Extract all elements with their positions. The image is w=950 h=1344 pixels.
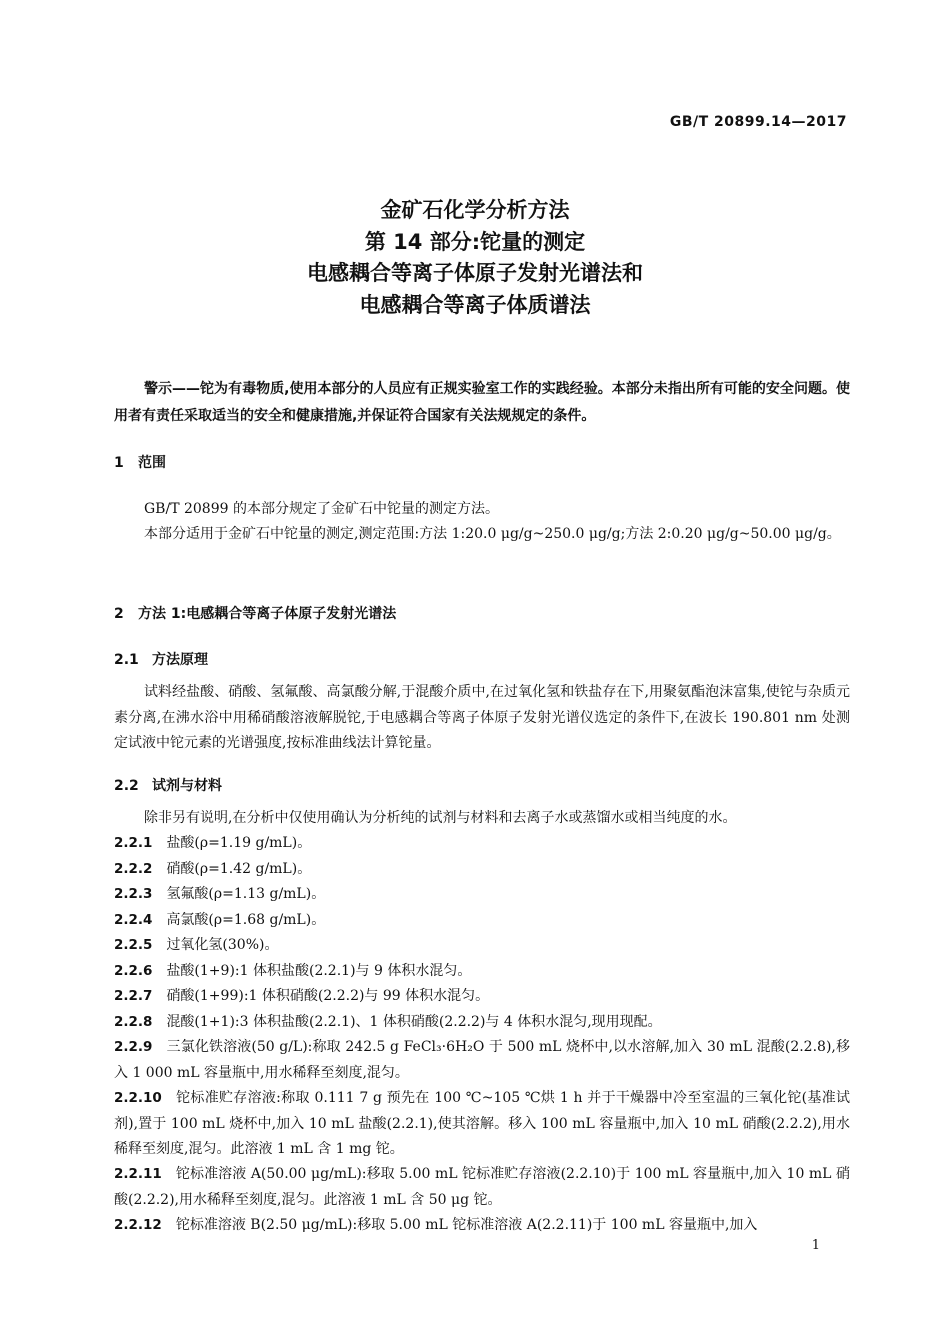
item-text: 盐酸(1+9):1 体积盐酸(2.2.1)与 9 体积水混匀。 bbox=[166, 963, 472, 979]
scope-paragraph-2: 本部分适用于金矿石中铊量的测定,测定范围:方法 1:20.0 μg/g~250.0 μg/g;方法 2:0.20 μg/g~50.00 μg/g。 bbox=[144, 526, 841, 542]
item-number: 2.2.9 bbox=[114, 1039, 153, 1055]
reagent-item bbox=[114, 984, 850, 1010]
reagent-item bbox=[114, 1213, 850, 1239]
reagent-item bbox=[114, 1162, 850, 1213]
section-2-2-heading bbox=[114, 775, 222, 795]
item-number: 2.2.11 bbox=[114, 1166, 162, 1182]
document-title bbox=[0, 195, 950, 321]
section-number: 2.2 bbox=[114, 778, 139, 794]
reagents-intro-paragraph: 除非另有说明,在分析中仅使用确认为分析纯的试剂与材料和去离子水或蒸馏水或相当纯度的水。 bbox=[144, 810, 737, 826]
page-number: 1 bbox=[811, 1238, 820, 1253]
reagent-item bbox=[114, 933, 850, 959]
principle-paragraph: 试料经盐酸、硝酸、氢氟酸、高氯酸分解,于混酸介质中,在过氧化氢和铁盐存在下,用聚氨酯泡沫富集,使铊与杂质元素分离,在沸水浴中用稀硝酸溶液解脱铊,于电感耦合等离子体原子发射光谱仪选定的条件下,在波长 190.801 nm 处测定试液中铊元素的光谱强度,按标准曲线法计算铊量。 bbox=[114, 684, 850, 751]
item-text: 铊标准溶液 A(50.00 μg/mL):移取 5.00 mL 铊标准贮存溶液(2.2.10)于 100 mL 容量瓶中,加入 10 mL 硝酸(2.2.2),用水稀释至刻度,混匀。此溶液 1 mL 含 50 μg 铊。 bbox=[114, 1166, 850, 1208]
reagent-item bbox=[114, 831, 850, 857]
section-2-heading bbox=[114, 603, 396, 623]
reagent-item bbox=[114, 1035, 850, 1086]
title-line: 第 14 部分:铊量的测定 bbox=[364, 229, 586, 254]
reagent-item bbox=[114, 908, 850, 934]
warning-paragraph: 警示——铊为有毒物质,使用本部分的人员应有正规实验室工作的实践经验。本部分未指出所有可能的安全问题。使用者有责任采取适当的安全和健康措施,并保证符合国家有关法规规定的条件。 bbox=[114, 381, 850, 424]
item-number: 2.2.1 bbox=[114, 835, 153, 851]
section-1-heading bbox=[114, 452, 166, 472]
title-line: 电感耦合等离子体原子发射光谱法和 bbox=[307, 261, 643, 285]
section-title: 试剂与材料 bbox=[152, 778, 222, 794]
item-text: 盐酸(ρ=1.19 g/mL)。 bbox=[166, 835, 312, 851]
section-number: 1 bbox=[114, 455, 124, 471]
section-number: 2.1 bbox=[114, 652, 139, 668]
item-number: 2.2.2 bbox=[114, 861, 153, 877]
item-text: 铊标准溶液 B(2.50 μg/mL):移取 5.00 mL 铊标准溶液 A(2.2.11)于 100 mL 容量瓶中,加入 bbox=[175, 1217, 758, 1233]
section-2-1-heading bbox=[114, 649, 208, 669]
section-title: 范围 bbox=[138, 455, 166, 471]
item-text: 铊标准贮存溶液:称取 0.111 7 g 预先在 100 ℃~105 ℃烘 1 h 并于干燥器中冷至室温的三氧化铊(基准试剂),置于 100 mL 烧杯中,加入 10 mL 盐酸(2.2.1),使其溶解。移入 100 mL 容量瓶中,加入 10 mL 硝酸(2.2.2),用水稀释至刻度,混匀。此溶液 1 mL 含 1 mg 铊。 bbox=[114, 1090, 850, 1157]
item-number: 2.2.3 bbox=[114, 886, 153, 902]
item-number: 2.2.5 bbox=[114, 937, 153, 953]
item-text: 氢氟酸(ρ=1.13 g/mL)。 bbox=[166, 886, 326, 902]
reagent-item bbox=[114, 882, 850, 908]
item-number: 2.2.12 bbox=[114, 1217, 162, 1233]
item-text: 混酸(1+1):3 体积盐酸(2.2.1)、1 体积硝酸(2.2.2)与 4 体积水混匀,现用现配。 bbox=[166, 1014, 662, 1030]
reagent-item bbox=[114, 959, 850, 985]
section-title: 方法 1:电感耦合等离子体原子发射光谱法 bbox=[138, 606, 397, 622]
title-line: 电感耦合等离子体质谱法 bbox=[359, 292, 591, 317]
section-number: 2 bbox=[114, 606, 124, 622]
section-title: 方法原理 bbox=[152, 652, 208, 668]
standard-code: GB/T 20899.14—2017 bbox=[669, 114, 847, 130]
reagent-item bbox=[114, 1086, 850, 1163]
item-number: 2.2.4 bbox=[114, 912, 153, 928]
reagent-item bbox=[114, 857, 850, 883]
reagent-item bbox=[114, 1010, 850, 1036]
item-number: 2.2.10 bbox=[114, 1090, 162, 1106]
title-line: 金矿石化学分析方法 bbox=[380, 198, 570, 222]
item-number: 2.2.7 bbox=[114, 988, 153, 1004]
item-text: 硝酸(1+99):1 体积硝酸(2.2.2)与 99 体积水混匀。 bbox=[166, 988, 490, 1004]
item-text: 高氯酸(ρ=1.68 g/mL)。 bbox=[166, 912, 326, 928]
item-text: 过氧化氢(30%)。 bbox=[166, 937, 279, 953]
item-number: 2.2.8 bbox=[114, 1014, 153, 1030]
scope-paragraph-1: GB/T 20899 的本部分规定了金矿石中铊量的测定方法。 bbox=[144, 501, 499, 517]
item-text: 三氯化铁溶液(50 g/L):称取 242.5 g FeCl₃·6H₂O 于 500 mL 烧杯中,以水溶解,加入 30 mL 混酸(2.2.8),移入 1 000 mL 容量瓶中,用水稀释至刻度,混匀。 bbox=[114, 1039, 850, 1081]
item-text: 硝酸(ρ=1.42 g/mL)。 bbox=[166, 861, 312, 877]
item-number: 2.2.6 bbox=[114, 963, 153, 979]
